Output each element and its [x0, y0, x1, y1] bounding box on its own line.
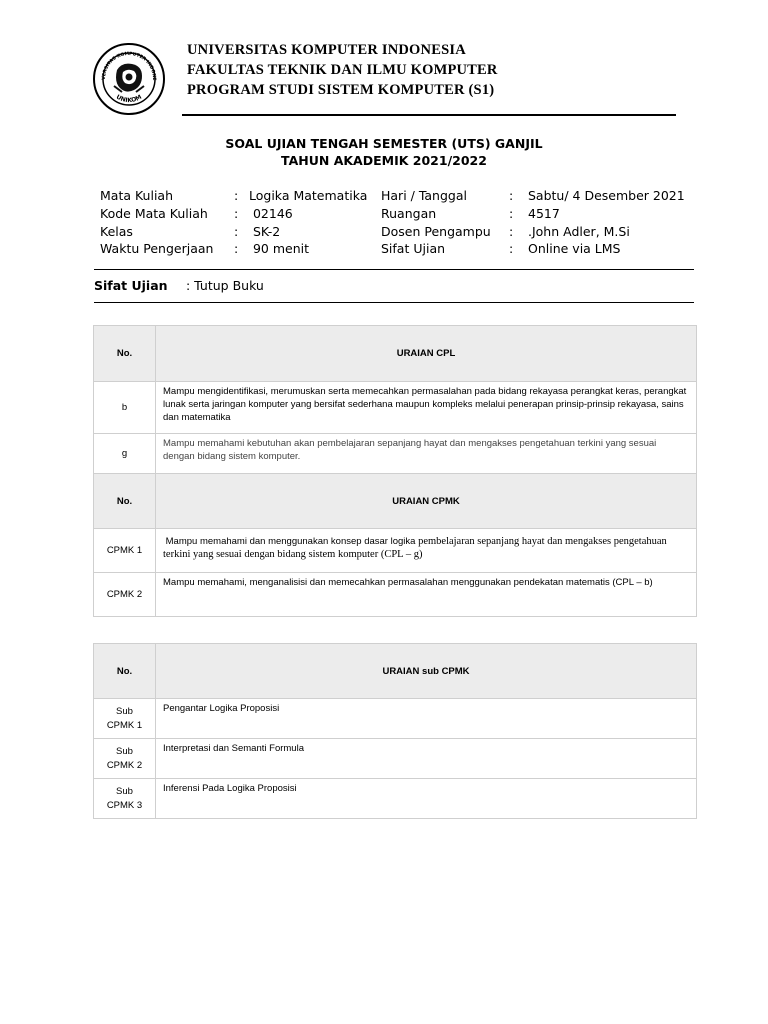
- row-no: [94, 699, 156, 739]
- svg-text:UNIKOM: UNIKOM: [114, 93, 144, 105]
- sifat-divider: [94, 302, 694, 303]
- row-text: [156, 529, 697, 573]
- row-no: CPMK 2: [94, 573, 156, 617]
- row-no: [94, 779, 156, 819]
- row-text: Inferensi Pada Logika Proposisi: [156, 779, 697, 819]
- row-no-line: CPMK 3: [106, 799, 143, 811]
- info-label: Kode Mata Kuliah: [100, 206, 208, 221]
- info-value: SK-2: [249, 224, 281, 239]
- info-label: Dosen Pengampu: [381, 224, 491, 239]
- row-text-part: Mampu memahami dan menggunakan konsep dasar logika: [163, 536, 419, 547]
- info-colon: :: [234, 241, 239, 256]
- info-label: Sifat Ujian: [381, 241, 446, 256]
- info-colon: :: [234, 206, 239, 221]
- info-colon: :: [234, 224, 239, 239]
- row-text: Mampu memahami, menganalisisi dan memecahkan permasalahan menggunakan pendekatan matematis (CPL – b): [156, 573, 697, 617]
- row-text: Interpretasi dan Semanti Formula: [156, 739, 697, 779]
- university-logo: [92, 42, 166, 116]
- table-header-row: [94, 474, 697, 529]
- table-header-row: [94, 644, 697, 699]
- cpl-cpmk-table: [93, 325, 697, 617]
- row-no-line: Sub: [116, 705, 133, 717]
- info-value: .John Adler, M.Si: [528, 224, 630, 239]
- table-row: [94, 779, 697, 819]
- info-label: Mata Kuliah: [100, 188, 174, 203]
- info-label: Hari / Tanggal: [381, 188, 467, 203]
- row-no-line: Sub: [116, 785, 133, 797]
- academic-year: TAHUN AKADEMIK 2021/2022: [281, 153, 487, 168]
- info-colon: :: [509, 206, 514, 221]
- exam-title: SOAL UJIAN TENGAH SEMESTER (UTS) GANJIL: [225, 136, 543, 151]
- header-no: No.: [94, 474, 156, 529]
- info-colon: :: [509, 188, 514, 203]
- info-value: Sabtu/ 4 Desember 2021: [528, 188, 685, 203]
- row-no-line: Sub: [116, 745, 133, 757]
- table-row: [94, 434, 697, 474]
- info-label: Waktu Pengerjaan: [100, 241, 214, 256]
- sifat-label: Sifat Ujian: [94, 278, 168, 293]
- table-row: [94, 573, 697, 617]
- info-colon: :: [509, 241, 514, 256]
- row-text-part: pembelajaran sepanjang hayat dan mengakses pengetahuan terkini yang sesuai dengan bidang sistem komputer (CPL – g): [163, 536, 667, 560]
- svg-text:UNIVERSITAS KOMPUTER INDONESIA: VERSITAS KOMPUTER INDONE: [101, 51, 157, 81]
- row-no: b: [94, 382, 156, 434]
- header-uraian-sub-cpmk: URAIAN sub CPMK: [156, 644, 697, 699]
- header-uraian-cpmk: URAIAN CPMK: [156, 474, 697, 529]
- header-divider: [182, 114, 676, 116]
- sub-cpmk-table: [93, 643, 697, 819]
- info-colon: :: [509, 224, 514, 239]
- row-no: CPMK 1: [94, 529, 156, 573]
- sifat-value: : Tutup Buku: [186, 278, 264, 293]
- program-name: PROGRAM STUDI SISTEM KOMPUTER (S1): [187, 82, 495, 98]
- header-no: No.: [94, 326, 156, 382]
- university-name: UNIVERSITAS KOMPUTER INDONESIA: [187, 42, 466, 58]
- info-value: 4517: [528, 206, 560, 221]
- header-no: No.: [94, 644, 156, 699]
- row-no-line: CPMK 1: [106, 719, 143, 731]
- row-text: Pengantar Logika Proposisi: [156, 699, 697, 739]
- table-row: [94, 739, 697, 779]
- info-divider: [94, 269, 694, 270]
- info-colon: :: [234, 188, 239, 203]
- header-uraian-cpl: URAIAN CPL: [156, 326, 697, 382]
- row-text: Mampu memahami kebutuhan akan pembelajaran sepanjang hayat dan mengakses pengetahuan terkini yang sesuai dengan bidang sistem komputer.: [156, 434, 697, 474]
- table-header-row: [94, 326, 697, 382]
- info-label: Ruangan: [381, 206, 437, 221]
- table-row: [94, 382, 697, 434]
- info-value: Logika Matematika: [249, 188, 368, 203]
- row-text: Mampu mengidentifikasi, merumuskan serta memecahkan permasalahan pada bidang rekayasa perangkat keras, perangkat lunak serta jaringan komputer yang bersifat sederhana maupun kompleks melalui penerapan prinsip-prinsip rekayasa, sains dan matematika: [156, 382, 697, 434]
- info-value: 90 menit: [249, 241, 310, 256]
- table-row: [94, 529, 697, 573]
- info-value: Online via LMS: [528, 241, 621, 256]
- table-row: [94, 699, 697, 739]
- info-label: Kelas: [100, 224, 133, 239]
- row-no-line: CPMK 2: [106, 759, 143, 771]
- info-value: 02146: [249, 206, 293, 221]
- faculty-name: FAKULTAS TEKNIK DAN ILMU KOMPUTER: [187, 62, 498, 78]
- row-no: g: [94, 434, 156, 474]
- row-no: [94, 739, 156, 779]
